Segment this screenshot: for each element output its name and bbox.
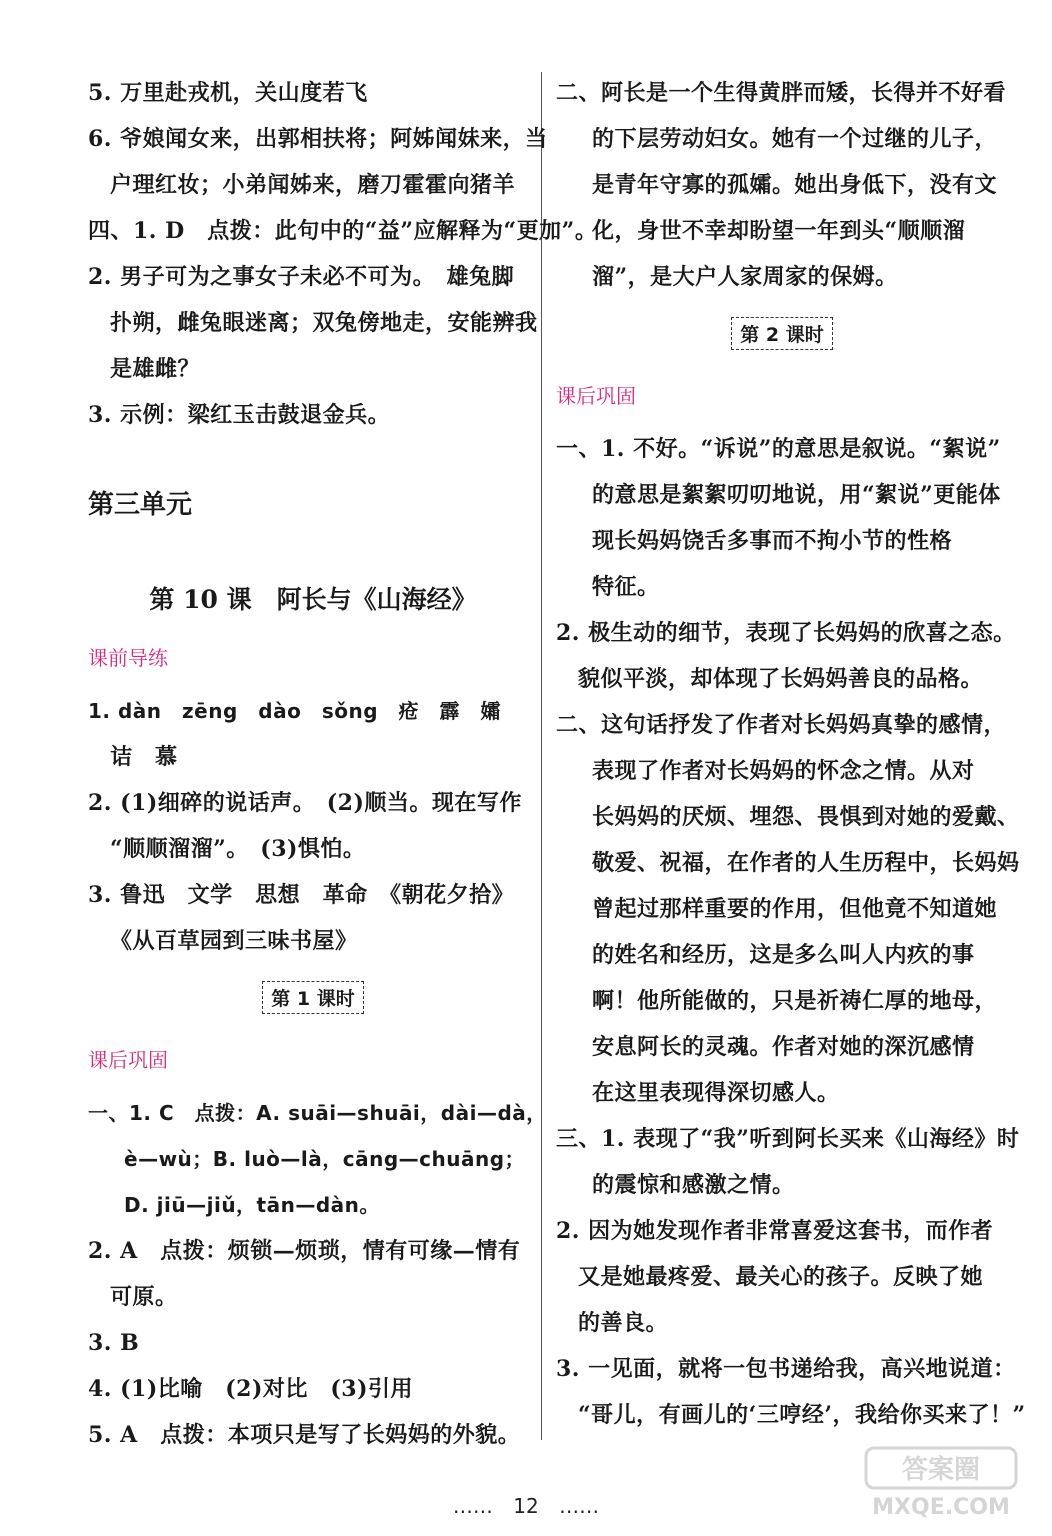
answer-line: 可原。: [110, 1284, 178, 1310]
answer-line: 的姓名和经历，这是多么叫人内疚的事: [592, 942, 975, 968]
answer-line: 3. 示例：梁红玉击鼓退金兵。: [88, 402, 391, 428]
svg-text:答案圈: 答案圈: [901, 1455, 981, 1485]
answer-line: 的下层劳动妇女。她有一个过继的儿子，: [592, 126, 998, 152]
answer-line: 长妈妈的厌烦、埋怨、畏惧到对她的爱戴、: [592, 804, 1020, 830]
answer-line: 三、1. 表现了“我”听到阿长买来《山海经》时: [556, 1126, 1020, 1152]
answer-line: “顺顺溜溜”。 (3)惧怕。: [110, 836, 366, 862]
answer-line: “哥儿，有画儿的‘三哼经’，我给你买来了！”: [578, 1402, 1026, 1428]
answer-line: 二、阿长是一个生得黄胖而矮，长得并不好看: [556, 80, 1007, 106]
answer-line: 敬爱、祝福，在作者的人生历程中，长妈妈: [592, 850, 1020, 876]
answer-line: 3. 鲁迅 文学 思想 革命 《朝花夕拾》: [88, 882, 515, 908]
answer-line: 一、1. C 点拨：A. suāi—shuāi，dài—dà，: [88, 1101, 547, 1125]
answer-line: 啊！他所能做的，只是祈祷仁厚的地母，: [592, 988, 998, 1014]
answer-line: 5. A 点拨：本项只是写了长妈妈的外貌。: [88, 1422, 521, 1448]
left-column: [88, 70, 598, 1458]
lesson-title: 第 10 课 阿长与《山海经》: [149, 585, 477, 614]
answer-line: 貌似平淡，却体现了长妈妈善良的品格。: [578, 666, 984, 692]
answer-line: 《从百草园到三味书屋》: [110, 928, 358, 954]
answer-line: 3. B: [88, 1330, 140, 1356]
answer-line: 现长妈妈饶舌多事而不拘小节的性格: [592, 528, 953, 554]
period-box-wrap: [556, 300, 1008, 366]
answer-line: 诘 慕: [110, 744, 178, 770]
answer-line: 一、1. 不好。“诉说”的意思是叙说。“絮说”: [556, 436, 1001, 462]
answer-line: 溜”，是大户人家周家的保姆。: [592, 264, 898, 290]
answer-line: 四、1. D 点拨：此句中的“益”应解释为“更加”。: [88, 218, 598, 244]
answer-line: è—wù；B. luò—là，cāng—chuāng；: [124, 1147, 526, 1171]
answer-line: 4. (1)比喻 (2)对比 (3)引用: [88, 1376, 414, 1402]
answer-line: 的善良。: [578, 1310, 669, 1336]
page-number: 12: [513, 1494, 539, 1518]
period-label: 第 1 课时: [262, 981, 363, 1014]
answer-line: 表现了作者对长妈妈的怀念之情。从对: [592, 758, 975, 784]
watermark-logo: [860, 1442, 1030, 1522]
answer-line: 1. dàn zēng dào sǒng 疮 霹 孀: [88, 699, 502, 723]
answer-line: 扑朔，雌兔眼迷离；双兔傍地走，安能辨我: [110, 310, 538, 336]
answer-line: 是青年守寡的孤孀。她出身低下，没有文: [592, 172, 998, 198]
answer-line: 2. A 点拨：烦锁—烦琐，情有可缘—情有: [88, 1238, 521, 1264]
answer-line: 2. 极生动的细节，表现了长妈妈的欣喜之态。: [556, 620, 1016, 646]
period-label: 第 2 课时: [731, 317, 832, 350]
answer-line: 二、这句话抒发了作者对长妈妈真挚的感情，: [556, 712, 1007, 738]
answer-line: 安息阿长的灵魂。作者对她的深沉感情: [592, 1034, 975, 1060]
answer-line: 的意思是絮絮叨叨地说，用“絮说”更能体: [592, 482, 1001, 508]
answer-line: 化，身世不幸却盼望一年到头“顺顺溜: [592, 218, 966, 244]
section-heading-post: 课后巩固: [88, 1048, 168, 1072]
answer-line: 6. 爷娘闻女来，出郭相扶将；阿姊闻妹来，当: [88, 126, 548, 152]
answer-line: 在这里表现得深切感人。: [592, 1080, 840, 1106]
answer-line: 的震惊和感激之情。: [592, 1172, 795, 1198]
right-column: [556, 70, 1026, 1438]
section-heading-pre: 课前导练: [88, 646, 168, 670]
answer-line: 特征。: [592, 574, 660, 600]
period-box-wrap: [88, 964, 538, 1030]
answer-line: 3. 一见面，就将一包书递给我，高兴地说道：: [556, 1356, 1016, 1382]
column-divider: [541, 72, 542, 1440]
section-heading-post: 课后巩固: [556, 384, 636, 408]
answer-line: 2. (1)细碎的说话声。 (2)顺当。现在写作: [88, 790, 522, 816]
answer-line: 又是她最疼爱、最关心的孩子。反映了她: [578, 1264, 984, 1290]
footer-dots-right: ……: [559, 1494, 600, 1518]
answer-line: 曾起过那样重要的作用，但他竟不知道她: [592, 896, 998, 922]
answer-line: 2. 男子可为之事女子未必不可为。 雄兔脚: [88, 264, 515, 290]
svg-text:MXQE.COM: MXQE.COM: [872, 1495, 1010, 1520]
unit-title: 第三单元: [88, 490, 193, 520]
answer-line: 5. 万里赴戎机，关山度若飞: [88, 80, 368, 106]
answer-line: 是雄雌？: [110, 356, 201, 382]
answer-line: 2. 因为她发现作者非常喜爱这套书，而作者: [556, 1218, 994, 1244]
footer-dots-left: ……: [452, 1494, 493, 1518]
answer-line: D. jiū—jiǔ，tān—dàn。: [124, 1193, 380, 1217]
answer-line: 户理红妆；小弟闻姊来，磨刀霍霍向猪羊: [110, 172, 516, 198]
